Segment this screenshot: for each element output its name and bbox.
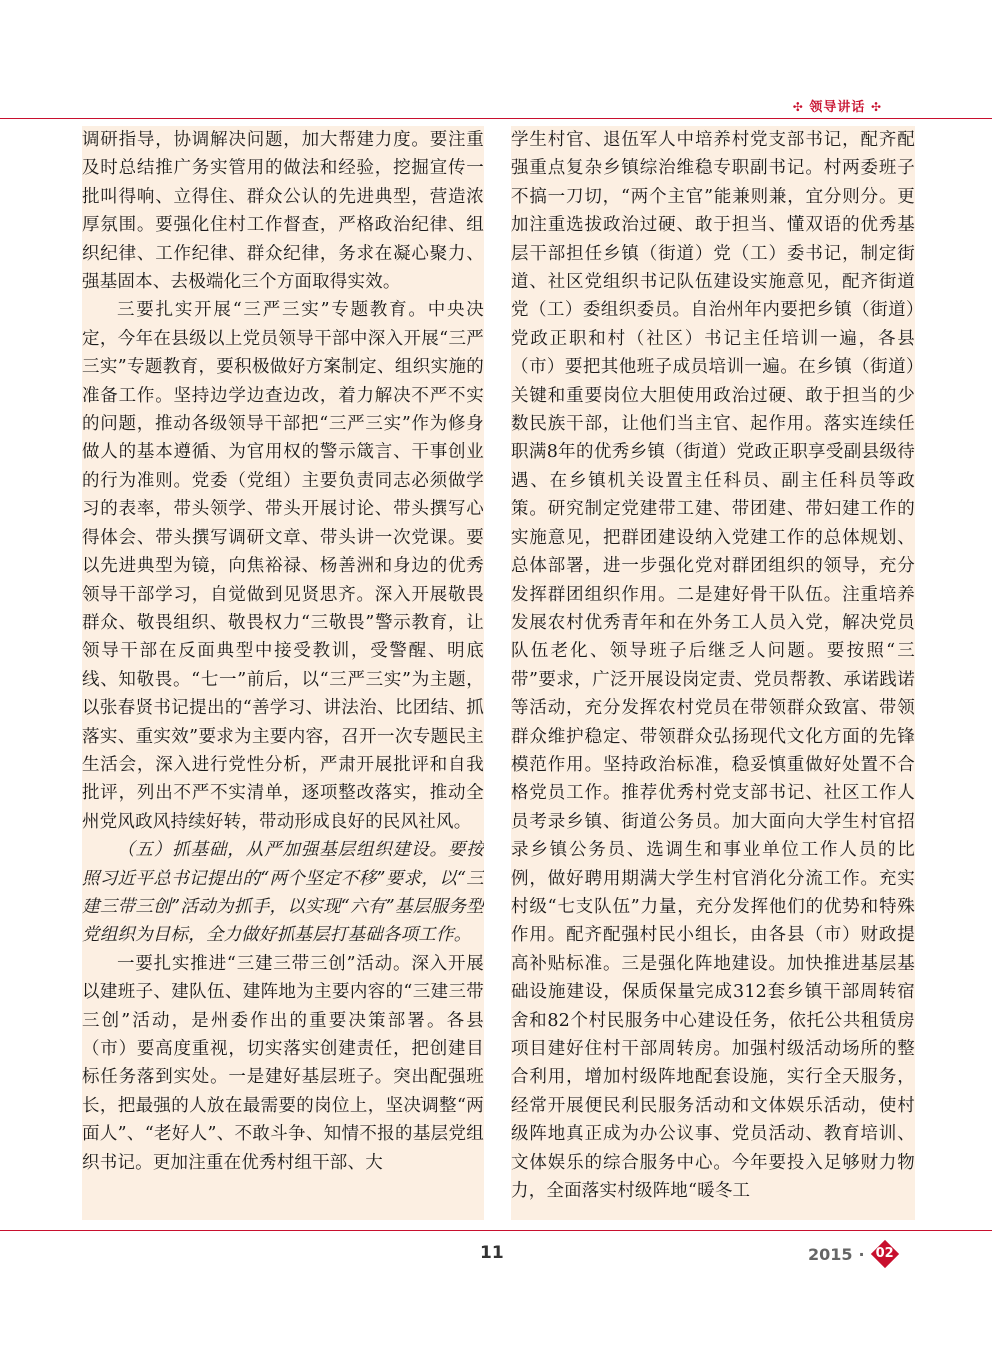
footer-divider — [0, 1230, 992, 1231]
paragraph: 调研指导，协调解决问题，加大帮建力度。要注重及时总结推广务实管用的做法和经验，挖掘宣传一批叫得响、立得住、群众公认的先进典型，营造浓厚氛围。要强化住村工作督查，严格政治纪律、组织纪律、工作纪律、群众纪律，务求在凝心聚力、强基固本、去极端化三个方面取得实效。 — [82, 130, 484, 293]
page-number: 11 — [480, 1243, 504, 1263]
section-title: 领导讲话 — [809, 100, 866, 115]
ornament-right-icon: ✣ — [870, 100, 882, 114]
issue-number: 02 — [875, 1246, 894, 1261]
paragraph: 一要扎实推进“三建三带三创”活动。深入开展以建班子、建队伍、建阵地为主要内容的“三建三带三创”活动，是州委作出的重要决策部署。各县（市）要高度重视，切实落实创建责任，把创建目标任务落到实处。一是建好基层班子。突出配强班长，把最强的人放在最需要的岗位上，坚决调整“两面人”、“老好人”、不敢斗争、知情不报的基层党组织书记。更加注重在优秀村组干部、大 — [82, 953, 484, 1173]
issue-badge — [871, 1240, 899, 1268]
left-column — [82, 126, 484, 1220]
paragraph: 学生村官、退伍军人中培养村党支部书记，配齐配强重点复杂乡镇综治维稳专职副书记。村两委班子不搞一刀切，“两个主官”能兼则兼，宜分则分。更加注重选拔政治过硬、敢于担当、懂双语的优秀基层干部担任乡镇（街道）党（工）委书记，制定街道、社区党组织书记队伍建设实施意见，配齐街道党（工）委组织委员。自治州年内要把乡镇（街道）党政正职和村（社区）书记主任培训一遍，各县（市）要把其他班子成员培训一遍。在乡镇（街道）关键和重要岗位大胆使用政治过硬、敢于担当的少数民族干部，让他们当主官、起作用。落实连续任职满8年的优秀乡镇（街道）党政正职享受副县级待遇、在乡镇机关设置主任科员、副主任科员等政策。研究制定党建带工建、带团建、带妇建工作的实施意见，把群团建设纳入党建工作的总体规划、总体部署，进一步强化党对群团组织的领导，充分发挥群团组织作用。二是建好骨干队伍。注重培养发展农村优秀青年和在外务工人员入党，解决党员队伍老化、领导班子后继乏人问题。要按照“三带”要求，广泛开展设岗定责、党员帮教、承诺践诺等活动，充分发挥农村党员在带领群众致富、带领群众维护稳定、带领群众弘扬现代文化方面的先锋模范作用。坚持政治标准，稳妥慎重做好处置不合格党员工作。推荐优秀村党支部书记、社区工作人员考录乡镇、街道公务员。加大面向大学生村官招录乡镇公务员、选调生和事业单位工作人员的比例，做好聘用期满大学生村官消化分流工作。充实村级“七支队伍”力量，充分发挥他们的优势和特殊作用。配齐配强村民小组长，由各县（市）财政提高补贴标准。三是强化阵地建设。加快推进基层基础设施建设，保质保量完成312套乡镇干部周转宿舍和82个村民服务中心建设任务，依托公共租赁房项目建好住村干部周转房。加强村级活动场所的整合利用，增加村级阵地配套设施，实行全天服务，经常开展便民利民服务活动和文体娱乐活动，使村级阵地真正成为办公议事、党员活动、教育培训、文体娱乐的综合服务中心。今年要投入足够财力物力，全面落实村级阵地“暖冬工 — [511, 130, 915, 1202]
ornament-left-icon: ✣ — [792, 100, 804, 114]
header-divider — [0, 118, 992, 119]
page-header — [0, 94, 992, 126]
paragraph: （五）抓基础，从严加强基层组织建设。要按照习近平总书记提出的“两个坚定不移”要求，以“三建三带三创”活动为抓手，以实现“六有”基层服务型党组织为目标，全力做好抓基层打基础各项工作。 — [82, 840, 484, 946]
issue-label — [808, 1240, 899, 1268]
right-column — [511, 126, 915, 1220]
issue-separator: · — [858, 1244, 865, 1264]
issue-year: 2015 — [808, 1244, 853, 1264]
section-label — [793, 96, 882, 115]
paragraph: 三要扎实开展“三严三实”专题教育。中央决定，今年在县级以上党员领导干部中深入开展“三严三实”专题教育，要积极做好方案制定、组织实施的准备工作。坚持边学边查边改，着力解决不严不实的问题，推动各级领导干部把“三严三实”作为修身做人的基本遵循、为官用权的警示箴言、干事创业的行为准则。党委（党组）主要负责同志必须做学习的表率，带头领学、带头开展讨论、带头撰写心得体会、带头撰写调研文章、带头讲一次党课。要以先进典型为镜，向焦裕禄、杨善洲和身边的优秀领导干部学习，自觉做到见贤思齐。深入开展敬畏群众、敬畏组织、敬畏权力“三敬畏”警示教育，让领导干部在反面典型中接受教训，受警醒、明底线、知敬畏。“七一”前后，以“三严三实”为主题，以张春贤书记提出的“善学习、讲法治、比团结、抓落实、重实效”要求为主要内容，召开一次专题民主生活会，深入进行党性分析，严肃开展批评和自我批评，列出不严不实清单，逐项整改落实，推动全州党风政风持续好转，带动形成良好的民风社风。 — [82, 300, 484, 832]
